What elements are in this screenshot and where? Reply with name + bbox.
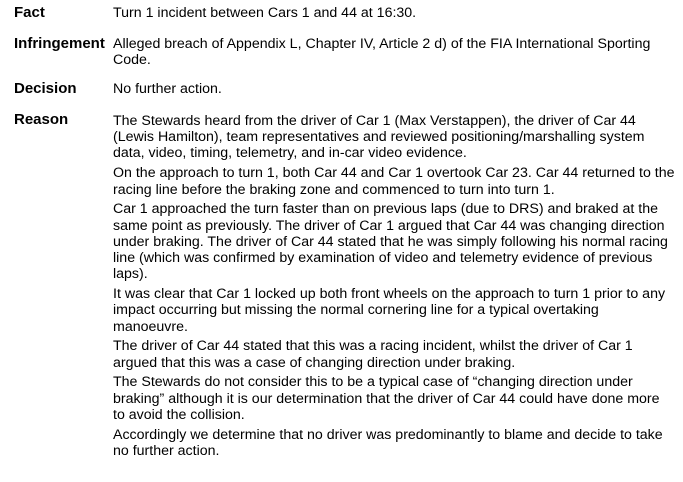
reason-label: Reason [14, 111, 69, 128]
reason-paragraph: It was clear that Car 1 locked up both front wheels on the approach to turn 1 prior to any impact occurring but missing the normal cornering line for a typical overtaking manoeuvre. [113, 286, 666, 335]
decision-text: No further action. [113, 81, 222, 97]
reason-body [113, 113, 675, 463]
infringement-label: Infringement [14, 35, 105, 52]
decision-label: Decision [14, 80, 77, 97]
fact-text: Turn 1 incident between Cars 1 and 44 at 16:30. [113, 5, 417, 21]
reason-paragraph: Car 1 approached the turn faster than on previous laps (due to DRS) and braked at the same point as previously. The driver of Car 1 argued that Car 44 was changing direction under braking. The driver of Car 44 stated that he was simply following his normal racing line (which was confirmed by examination of video and telemetry evidence of previous laps). [113, 201, 668, 283]
reason-paragraph: The Stewards heard from the driver of Car 1 (Max Verstappen), the driver of Car 44 (Lewis Hamilton), team representatives and reviewed positioning/marshalling system data, video, timing, telemetry, and in-car video evidence. [113, 113, 645, 162]
fact-label: Fact [14, 4, 45, 21]
reason-paragraph: The Stewards do not consider this to be a typical case of “changing direction under braking” although it is our determination that the driver of Car 44 could have done more to avoid the collision. [113, 374, 660, 423]
reason-paragraph: Accordingly we determine that no driver was predominantly to blame and decide to take no further action. [113, 426, 663, 459]
infringement-text: Alleged breach of Appendix L, Chapter IV, Article 2 d) of the FIA International Sporting Code. [113, 36, 651, 69]
reason-paragraph: On the approach to turn 1, both Car 44 and Car 1 overtook Car 23. Car 44 returned to the racing line before the braking zone and commenced to turn into turn 1. [113, 165, 675, 198]
reason-paragraph: The driver of Car 44 stated that this was a racing incident, whilst the driver of Car 1 argued that this was a case of changing direction under braking. [113, 338, 633, 371]
